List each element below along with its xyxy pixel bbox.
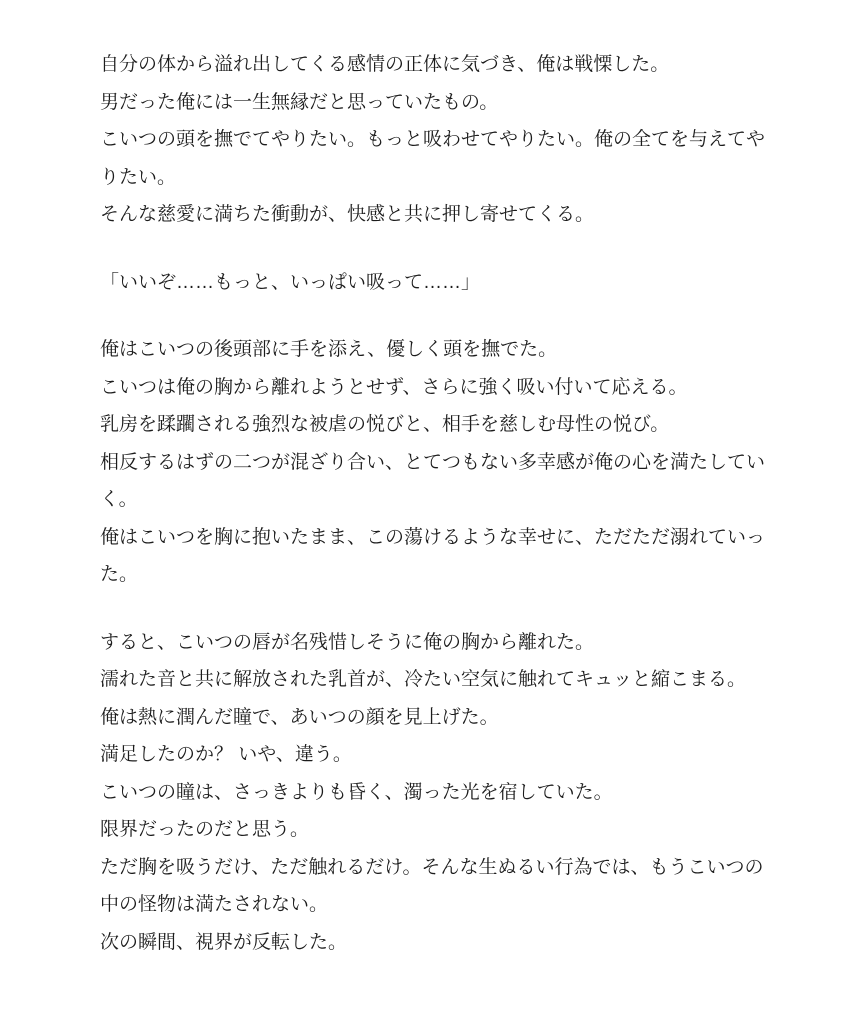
text-line: こいつの頭を撫でてやりたい。もっと吸わせてやりたい。俺の全てを与えてやりたい。: [100, 129, 766, 188]
text-line: 満足したのか？ いや、違う。: [100, 744, 352, 765]
text-line: 乳房を蹂躙される強烈な被虐の悦びと、相手を慈しむ母性の悦び。: [100, 414, 670, 435]
text-line: こいつの瞳は、さっきよりも昏く、濁った光を宿していた。: [100, 781, 613, 803]
text-line: 俺はこいつの後頭部に手を添え、優しく頭を撫でた。: [100, 339, 558, 360]
text-line: 相反するはずの二つが混ざり合い、とてつもない多幸感が俺の心を満たしていく。: [100, 451, 766, 510]
text-line: 次の瞬間、視界が反転した。: [100, 931, 348, 953]
text-line: 俺はこいつを胸に抱いたまま、この蕩けるような幸せに、ただただ溺れていった。: [100, 526, 766, 585]
document-body: [100, 46, 765, 961]
text-line: 濡れた音と共に解放された乳首が、冷たい空気に触れてキュッと縮こまる。: [100, 669, 747, 690]
text-line: こいつは俺の胸から離れようとせず、さらに強く吸い付いて応える。: [100, 376, 688, 398]
text-line: ただ胸を吸うだけ、ただ触れるだけ。そんな生ぬるい行為では、もうこいつの中の怪物は満たされない。: [100, 856, 764, 915]
text-line: 男だった俺には一生無縁だと思っていたもの。: [100, 91, 499, 113]
text-line: すると、こいつの唇が名残惜しそうに俺の胸から離れた。: [100, 631, 595, 653]
text-line: 俺は熱に潤んだ瞳で、あいつの顔を見上げた。: [100, 706, 499, 728]
text-line: そんな慈愛に満ちた衝動が、快感と共に押し寄せてくる。: [100, 204, 595, 225]
text-line: 自分の体から溢れ出してくる感情の正体に気づき、俺は戦慄した。: [100, 54, 670, 75]
blank-line: [100, 301, 765, 331]
text-line: 限界だったのだと思う。: [100, 819, 310, 840]
blank-line: [100, 234, 765, 264]
text-line: 「いいぞ……もっと、いっぱい吸って……」: [100, 271, 481, 293]
blank-line: [100, 594, 765, 624]
